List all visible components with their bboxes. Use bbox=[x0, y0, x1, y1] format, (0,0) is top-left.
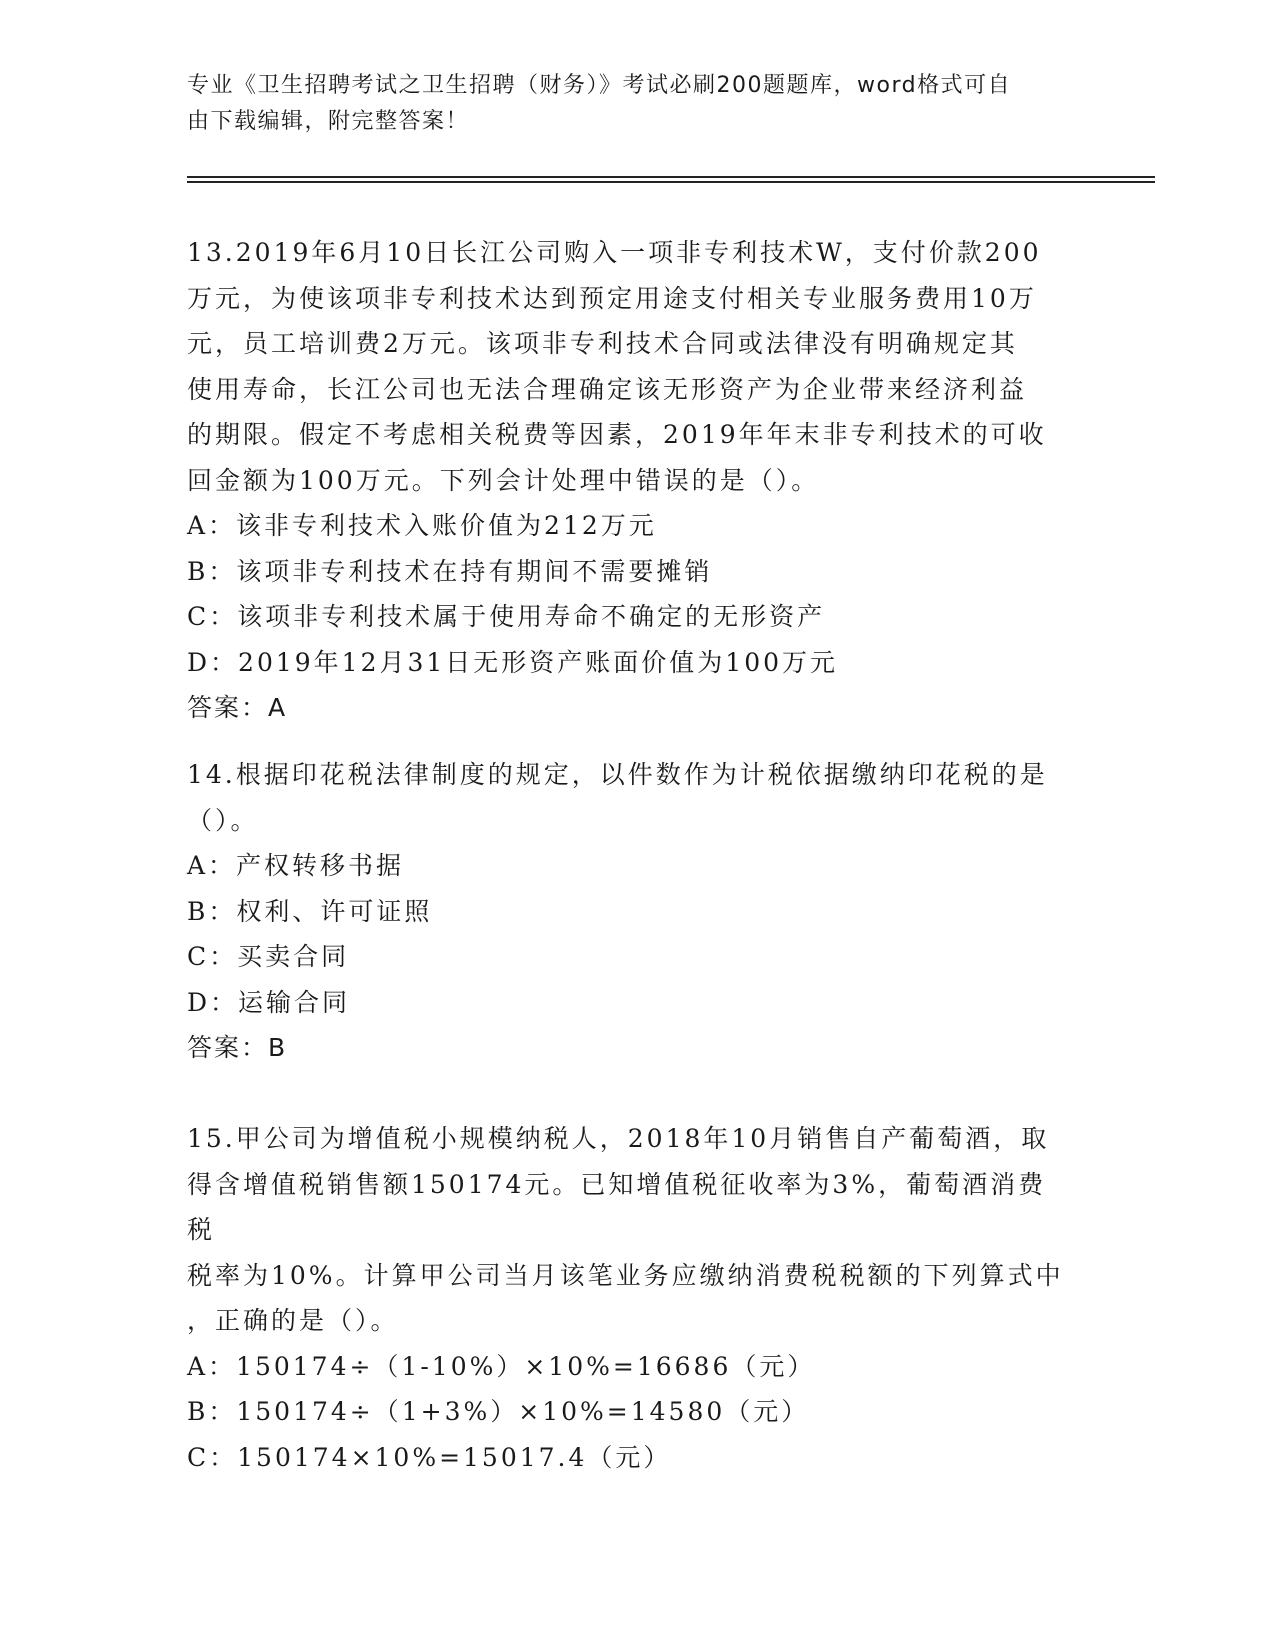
question-line: 的期限。假定不考虑相关税费等因素，2019年年末非专利技术的可收 bbox=[187, 420, 1047, 449]
question-line: 使用寿命，长江公司也无法合理确定该无形资产为企业带来经济利益 bbox=[187, 374, 1028, 404]
header-divider-top bbox=[187, 176, 1155, 178]
question-line: 得含增值税销售额150174元。已知增值税征收率为3%，葡萄酒消费税 bbox=[187, 1169, 1047, 1244]
header-line-2: 由下载编辑，附完整答案！ bbox=[187, 109, 470, 134]
question-13 bbox=[187, 230, 1067, 731]
option-c: C：150174×10%=15017.4（元） bbox=[187, 1442, 672, 1472]
document-header bbox=[187, 68, 1067, 140]
option-d: D：运输合同 bbox=[187, 987, 351, 1017]
option-b: B：权利、许可证照 bbox=[187, 896, 433, 926]
option-a: A：该非专利技术入账价值为212万元 bbox=[187, 511, 657, 540]
header-divider-bottom bbox=[187, 181, 1155, 183]
option-b: B：该项非专利技术在持有期间不需要摊销 bbox=[187, 556, 713, 586]
question-line: 回金额为100万元。下列会计处理中错误的是（）。 bbox=[187, 465, 820, 495]
question-line: （）。 bbox=[187, 805, 259, 835]
question-line: 13.2019年6月10日长江公司购入一项非专利技术W，支付价款200 bbox=[187, 238, 1042, 267]
option-b: B：150174÷（1+3%）×10%=14580（元） bbox=[187, 1397, 810, 1426]
question-15 bbox=[187, 1116, 1067, 1480]
question-line: 元，员工培训费2万元。该项非专利技术合同或法律没有明确规定其 bbox=[187, 329, 1018, 358]
question-line: 15.甲公司为增值税小规模纳税人，2018年10月销售自产葡萄酒，取 bbox=[187, 1124, 1050, 1153]
option-c: C：买卖合同 bbox=[187, 942, 350, 971]
option-a: A：产权转移书据 bbox=[187, 851, 405, 880]
question-line: 万元，为使该项非专利技术达到预定用途支付相关专业服务费用10万 bbox=[187, 283, 1037, 313]
option-d: D：2019年12月31日无形资产账面价值为100万元 bbox=[187, 647, 839, 677]
option-a: A：150174÷（1-10%）×10%=16686（元） bbox=[187, 1351, 816, 1381]
question-line: ，正确的是（）。 bbox=[187, 1306, 399, 1335]
question-line: 14.根据印花税法律制度的规定，以件数作为计税依据缴纳印花税的是 bbox=[187, 760, 1048, 789]
question-line: 税率为10%。计算甲公司当月该笔业务应缴纳消费税税额的下列算式中 bbox=[187, 1260, 1064, 1290]
option-c: C：该项非专利技术属于使用寿命不确定的无形资产 bbox=[187, 602, 826, 631]
question-14 bbox=[187, 752, 1067, 1071]
answer: 答案：B bbox=[187, 1033, 288, 1062]
answer: 答案：A bbox=[187, 693, 288, 722]
header-line-1: 专业《卫生招聘考试之卫生招聘（财务）》考试必刷200题题库，word格式可自 bbox=[187, 73, 1012, 98]
